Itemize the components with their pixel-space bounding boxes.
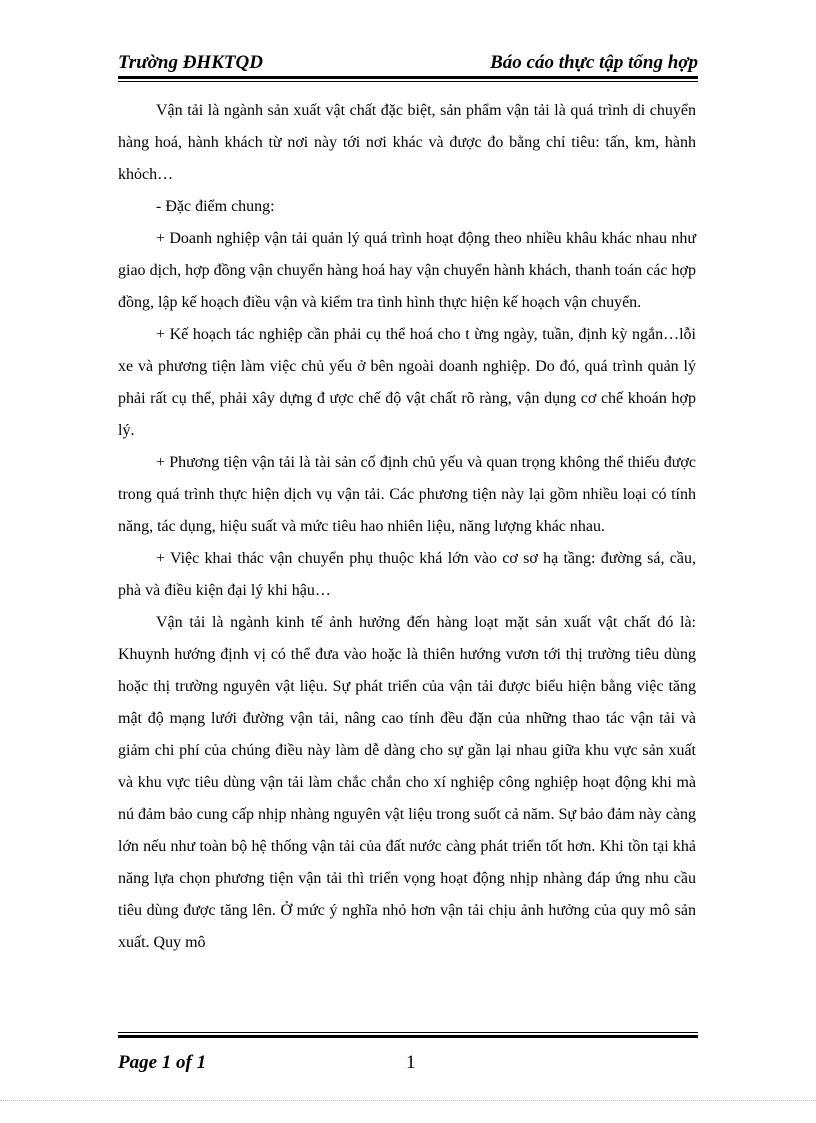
page-header xyxy=(118,48,698,78)
header-school-name: Trường ĐHKTQD xyxy=(118,52,263,73)
footer-page-label: Page 1 of 1 xyxy=(118,1052,207,1073)
header-rule-thin xyxy=(118,81,698,82)
paragraph-1: Vận tải là ngành sản xuất vật chất đặc biệt, sản phẩm vận tải là quá trình di chuyển hàng hoá, hành khách từ nơi này tới nơi khác và được đo bằng chỉ tiêu: tấn, km, hành khỏch… xyxy=(118,102,696,183)
page-edge-divider xyxy=(0,1100,816,1101)
paragraph-3: + Doanh nghiệp vận tải quản lý quá trình hoạt động theo nhiều khâu khác nhau như giao dịch, hợp đồng vận chuyển hàng hoá hay vận chuyển hành khách, thanh toán các hợp đồng, lập kế hoạch điều vận và kiểm tra tình hình thực hiện kế hoạch vận chuyển. xyxy=(118,230,696,311)
header-rule xyxy=(118,76,698,79)
footer-rule xyxy=(118,1035,698,1038)
footer-page-number: 1 xyxy=(406,1052,416,1073)
paragraph-5: + Phương tiện vận tải là tài sản cố định chủ yếu và quan trọng không thể thiếu được trong quá trình thực hiện dịch vụ vận tải. Các phương tiện này lại gồm nhiều loại có tính năng, tác dụng, hiệu suất và mức tiêu hao nhiên liệu, năng lượng khác nhau. xyxy=(118,454,696,535)
paragraph-7: Vận tải là ngành kinh tế ảnh hưởng đến hàng loạt mặt sản xuất vật chất đó là: Khuynh hướng định vị có thể đưa vào hoặc là thiên hướng vươn tới thị trường tiêu dùng hoặc thị trường nguyên vật liệu. Sự phát triển của vận tải được biểu hiện bằng việc tăng mật độ mạng lưới đường vận tải, nâng cao tính đều đặn của những thao tác vận tải và giảm chi phí của chúng điều này làm dễ dàng cho sự gần lại nhau giữa khu vực sản xuất và khu vực tiêu dùng vận tải làm chắc chắn cho xí nghiệp công nghiệp hoạt động khi mà nú đảm bảo cung cấp nhịp nhàng nguyên vật liệu trong suốt cả năm. Sự bảo đảm này càng lớn nếu như toàn bộ hệ thống vận tải của đất nước càng phát triển tốt hơn. Khi tồn tại khả năng lựa chọn phương tiện vận tải thì triển vọng hoạt động nhịp nhàng đáp ứng nhu cầu tiêu dùng được tăng lên. Ở mức ý nghĩa nhỏ hơn vận tải chịu ảnh hưởng của quy mô sản xuất. Quy mô xyxy=(118,614,696,951)
footer-rule-thin xyxy=(118,1032,698,1033)
document-body xyxy=(118,95,696,959)
paragraph-4: + Kế hoạch tác nghiệp cần phải cụ thể hoá cho t ừng ngày, tuần, định kỳ ngắn…lỗi xe và phương tiện làm việc chủ yếu ở bên ngoài doanh nghiệp. Do đó, quá trình quản lý phải rất cụ thể, phải xây dựng đ ược chế độ vật chất rõ ràng, vận dụng cơ chế khoán hợp lý. xyxy=(118,326,696,439)
paragraph-2: - Đặc điểm chung: xyxy=(156,198,275,215)
header-report-title: Báo cáo thực tập tổng hợp xyxy=(490,52,698,73)
paragraph-6: + Việc khai thác vận chuyển phụ thuộc khá lớn vào cơ sơ hạ tầng: đường sá, cầu, phà và điều kiện đại lý khi hậu… xyxy=(118,550,696,599)
